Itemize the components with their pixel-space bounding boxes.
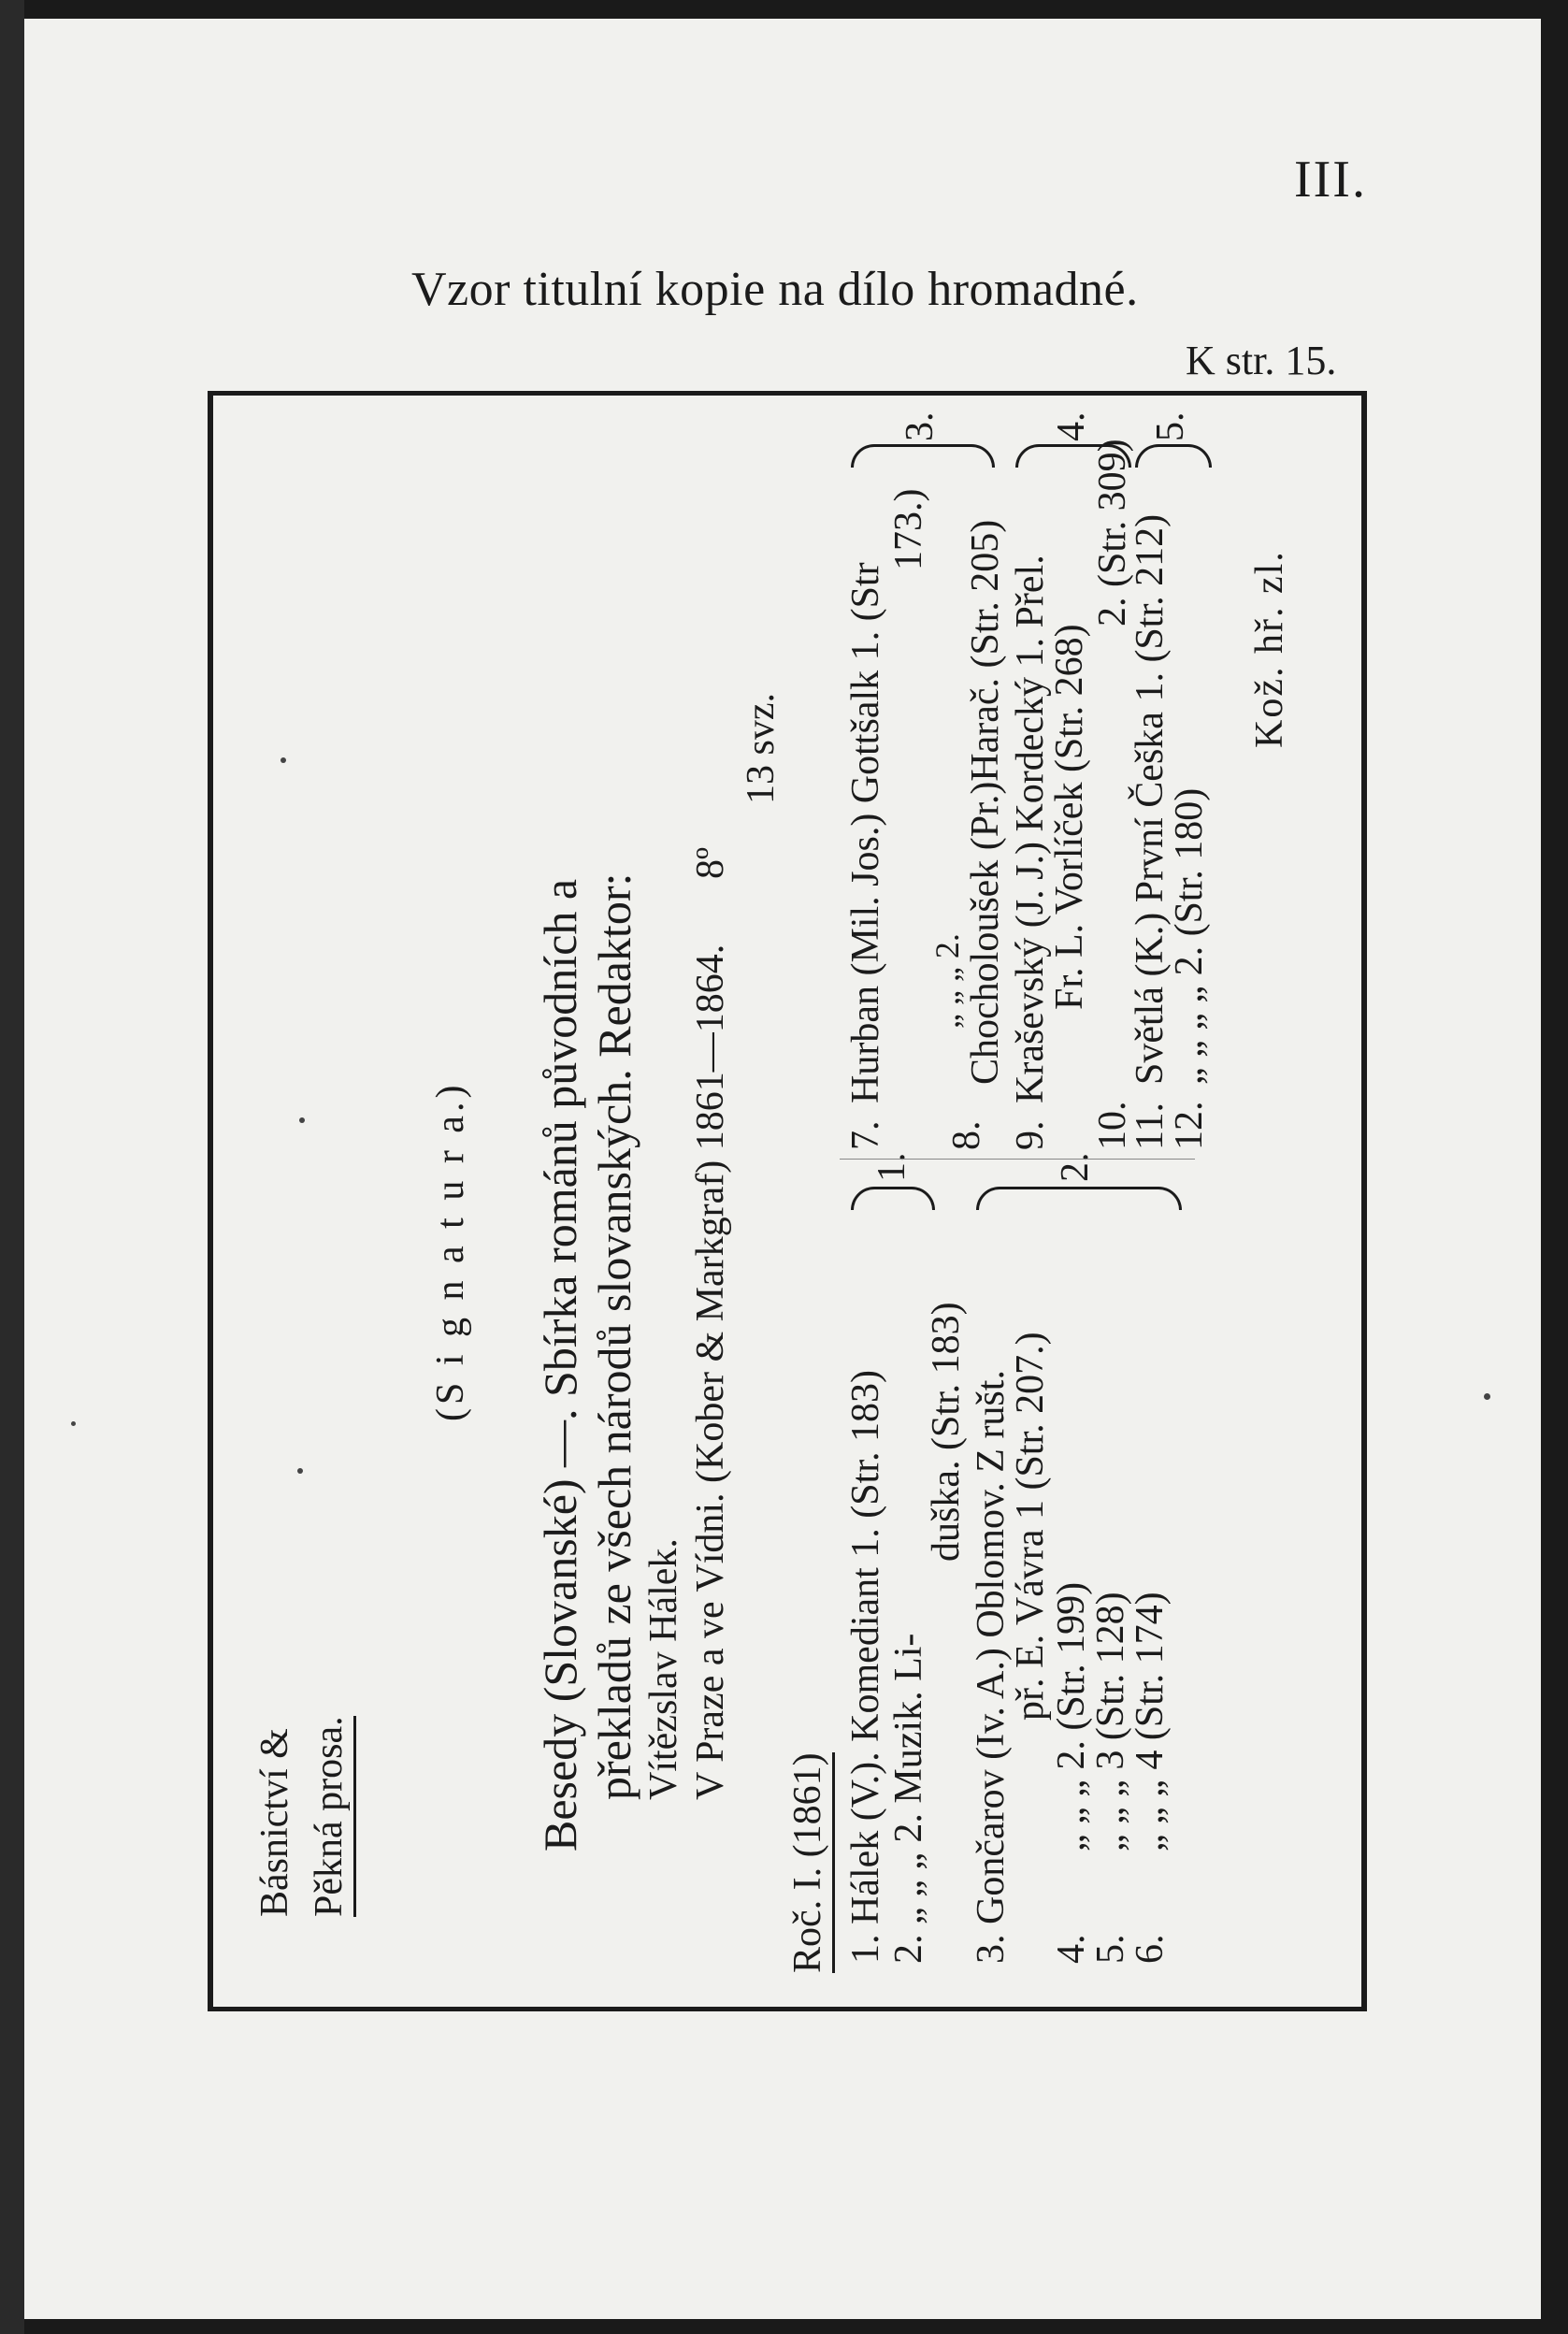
entry-text: „ „ „ 2. (Str. 199) xyxy=(1050,1581,1093,1851)
group-mark: 5. xyxy=(1149,411,1192,441)
group-brace xyxy=(1015,444,1131,468)
entry-number: 12. xyxy=(1168,1101,1211,1150)
group-brace xyxy=(1135,444,1212,468)
group-brace xyxy=(976,1187,1182,1210)
editor-line: Vítězslav Hálek. xyxy=(642,1538,685,1800)
scan-speck xyxy=(1484,1393,1490,1400)
scan-speck xyxy=(281,757,286,763)
group-brace xyxy=(851,1187,935,1210)
entry-number: 4. xyxy=(1050,1934,1093,1964)
entry-text: Chocholoušek (Pr.)Harač. (Str. 205) xyxy=(964,519,1007,1085)
entry-text: Gončarov (Iv. A.) Oblomov. Z rušt. xyxy=(970,1370,1013,1924)
entry-text: Kraševský (J. J.) Kordecký 1. Přel. xyxy=(1009,555,1052,1103)
category-line-1: Básnictví & xyxy=(253,1728,296,1917)
group-mark: 2. xyxy=(1054,1152,1097,1182)
title-line-1: Besedy (Slovanské) —. Sbírka románů původních a xyxy=(534,878,586,1851)
entry-text: „ „ „ 2. xyxy=(928,933,966,1029)
entry-number: 6. xyxy=(1129,1934,1172,1964)
page-reference: K str. 15. xyxy=(1186,338,1337,383)
scan-left-edge xyxy=(0,0,24,2334)
category-line-2: Pěkná prosa. xyxy=(307,1716,356,1917)
entry-text: př. E. Vávra 1 (Str. 207.) xyxy=(1009,1332,1052,1721)
entry-number: 11. xyxy=(1129,1102,1172,1150)
entry-text: Hurban (Mil. Jos.) Gottšalk 1. (Str xyxy=(844,562,887,1103)
entry-number: 5. xyxy=(1089,1934,1132,1964)
imprint-line: V Praze a ve Vídni. (Kober & Markgraf) 1861—1864. xyxy=(689,944,732,1800)
entry-text: „ „ „ 2. Muzik. Li- xyxy=(887,1633,930,1924)
entry-number: 8. xyxy=(945,1120,988,1150)
entry-text: duška. (Str. 183) xyxy=(925,1302,968,1562)
group-brace xyxy=(851,444,995,468)
entry-number: 9. xyxy=(1009,1120,1052,1150)
page-caption: Vzor titulní kopie na dílo hromadné. xyxy=(411,263,1139,316)
entry-number: 2. xyxy=(887,1934,930,1964)
scan-speck xyxy=(299,1117,305,1123)
entry-text: „ „ „ „ 2. (Str. 180) xyxy=(1168,787,1211,1085)
year-heading: Roč. I. (1861) xyxy=(785,1752,835,1973)
entry-text: „ „ „ 4 (Str. 174) xyxy=(1129,1592,1172,1851)
entry-text: Fr. L. Vorlíček (Str. 268) xyxy=(1048,624,1091,1010)
card-bottom-rule xyxy=(208,2007,1367,2011)
plate-number: III. xyxy=(1294,151,1367,209)
group-mark: 4. xyxy=(1050,411,1093,441)
title-line-2: překladů ze všech národů slovanských. Redaktor: xyxy=(588,872,640,1800)
entry-text: 2. (Str. 309) xyxy=(1091,439,1134,627)
price-line: Kož. hř. zl. xyxy=(1248,550,1291,748)
format-mark: 8º xyxy=(689,846,732,879)
scan-speck xyxy=(297,1468,303,1474)
entry-number: 10. xyxy=(1091,1101,1134,1150)
entry-text: „ „ „ 3 (Str. 128) xyxy=(1089,1592,1132,1851)
group-mark: 3. xyxy=(899,411,942,441)
entry-text: 173.) xyxy=(887,488,930,570)
scan-speck xyxy=(71,1421,76,1426)
signatura-label: (S i g n a t u r a.) xyxy=(429,1081,472,1421)
catalog-card-content xyxy=(215,393,1356,2001)
entry-number: 3. xyxy=(970,1934,1013,1964)
group-mark: 1. xyxy=(870,1152,913,1182)
volume-count: 13 svz. xyxy=(740,693,783,804)
entry-text: Hálek (V.). Komediant 1. (Str. 183) xyxy=(844,1370,887,1924)
entry-number: 1. xyxy=(844,1934,887,1964)
entry-number: 7. xyxy=(844,1120,887,1150)
column-divider xyxy=(840,1157,1195,1160)
entry-text: Světlá (K.) První Češka 1. (Str. 212) xyxy=(1129,513,1172,1085)
